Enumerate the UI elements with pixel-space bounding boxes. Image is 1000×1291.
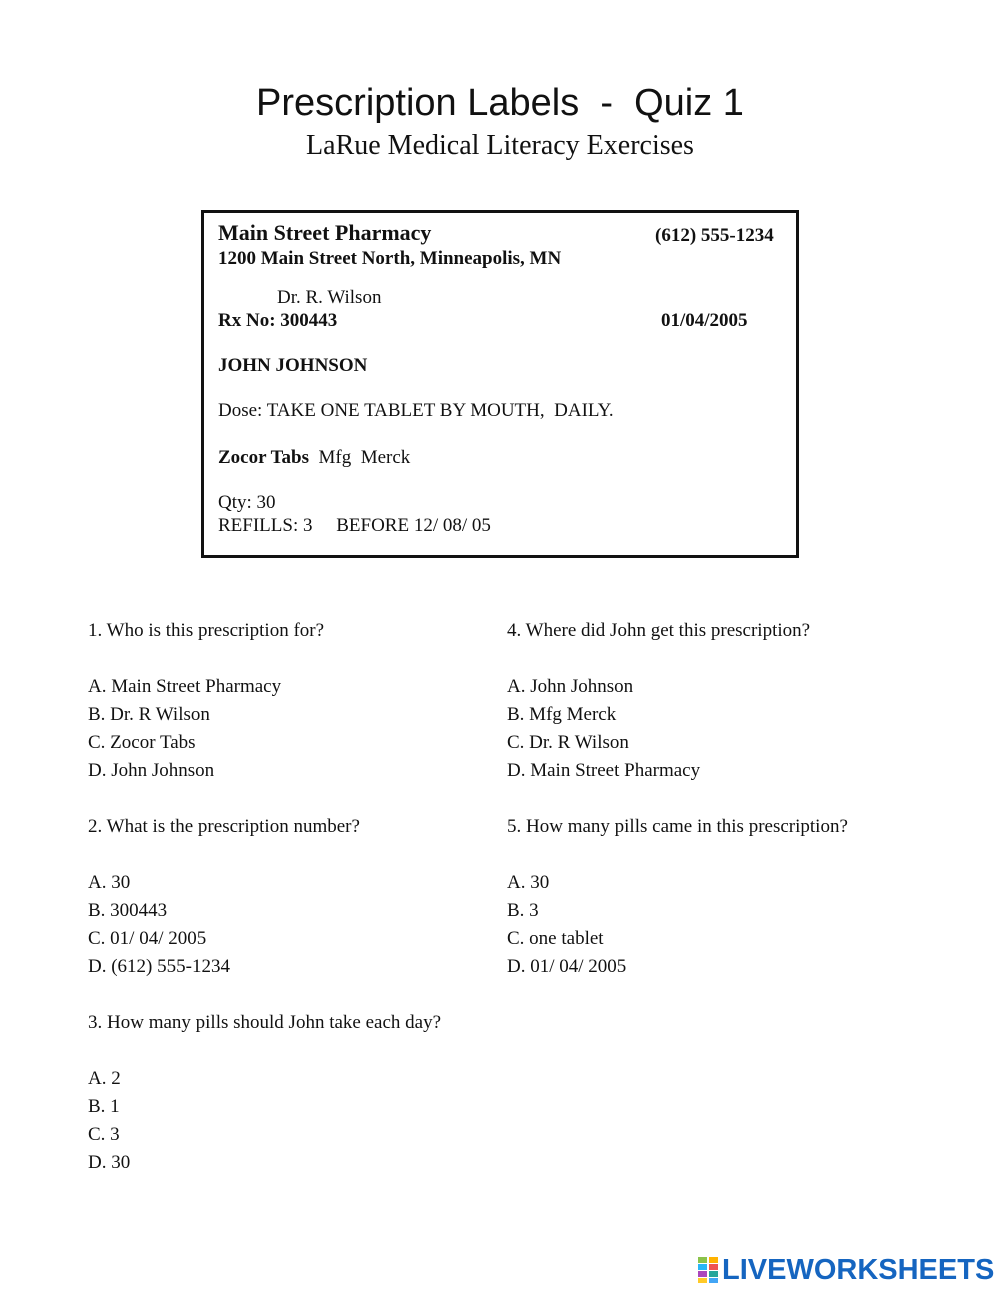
option[interactable]: B. 300443 <box>88 900 168 921</box>
question-4 <box>507 617 927 785</box>
liveworksheets-logo-text: LIVEWORKSHEETS <box>722 1254 995 1286</box>
option[interactable]: A. John Johnson <box>507 676 634 697</box>
question-text: 5. How many pills came in this prescription? <box>507 816 848 837</box>
question-2 <box>88 813 468 981</box>
question-text: 3. How many pills should John take each day? <box>88 1012 442 1033</box>
options-list <box>88 1065 468 1177</box>
option[interactable]: D. (612) 555-1234 <box>88 956 230 977</box>
question-text: 4. Where did John get this prescription? <box>507 620 811 641</box>
option[interactable]: C. Dr. R Wilson <box>507 732 629 753</box>
drug-name: Zocor Tabs <box>218 447 309 468</box>
option[interactable]: A. 30 <box>507 872 550 893</box>
manufacturer: Mfg Merck <box>318 447 411 468</box>
options-list <box>88 869 468 981</box>
prescription-label <box>201 210 799 558</box>
questions-left-column <box>88 617 468 1205</box>
option[interactable]: B. 1 <box>88 1096 120 1117</box>
question-3 <box>88 1009 468 1177</box>
liveworksheets-logo[interactable] <box>697 1255 994 1285</box>
page-subtitle: LaRue Medical Literacy Exercises <box>306 130 694 161</box>
options-list <box>507 673 927 785</box>
liveworksheets-logo-icon <box>697 1256 719 1284</box>
rx-number: Rx No: 300443 <box>218 310 338 331</box>
dose-instructions: Dose: TAKE ONE TABLET BY MOUTH, DAILY. <box>218 400 614 421</box>
rx-date: 01/04/2005 <box>661 310 748 331</box>
option[interactable]: B. 3 <box>507 900 539 921</box>
option[interactable]: C. 01/ 04/ 2005 <box>88 928 207 949</box>
question-1 <box>88 617 468 785</box>
option[interactable]: D. 30 <box>88 1152 131 1173</box>
quantity: Qty: 30 <box>218 492 276 513</box>
option[interactable]: C. Zocor Tabs <box>88 732 196 753</box>
option[interactable]: B. Dr. R Wilson <box>88 704 210 725</box>
option[interactable]: A. Main Street Pharmacy <box>88 676 282 697</box>
pharmacy-name: Main Street Pharmacy <box>218 220 432 245</box>
option[interactable]: A. 2 <box>88 1068 121 1089</box>
doctor-name: Dr. R. Wilson <box>277 287 382 308</box>
options-list <box>507 869 927 981</box>
option[interactable]: A. 30 <box>88 872 131 893</box>
pharmacy-address: 1200 Main Street North, Minneapolis, MN <box>218 248 562 269</box>
options-list <box>88 673 468 785</box>
pharmacy-phone: (612) 555-1234 <box>655 225 774 246</box>
drug-line <box>218 446 410 470</box>
page-title: Prescription Labels - Quiz 1 <box>256 82 744 124</box>
option[interactable]: C. 3 <box>88 1124 120 1145</box>
option[interactable]: D. 01/ 04/ 2005 <box>507 956 627 977</box>
option[interactable]: D. John Johnson <box>88 760 215 781</box>
patient-name: JOHN JOHNSON <box>218 355 368 376</box>
option[interactable]: D. Main Street Pharmacy <box>507 760 701 781</box>
questions-right-column <box>507 617 927 1009</box>
question-5 <box>507 813 927 981</box>
option[interactable]: C. one tablet <box>507 928 604 949</box>
question-text: 2. What is the prescription number? <box>88 816 360 837</box>
question-text: 1. Who is this prescription for? <box>88 620 325 641</box>
refills: REFILLS: 3 BEFORE 12/ 08/ 05 <box>218 515 491 536</box>
option[interactable]: B. Mfg Merck <box>507 704 617 725</box>
